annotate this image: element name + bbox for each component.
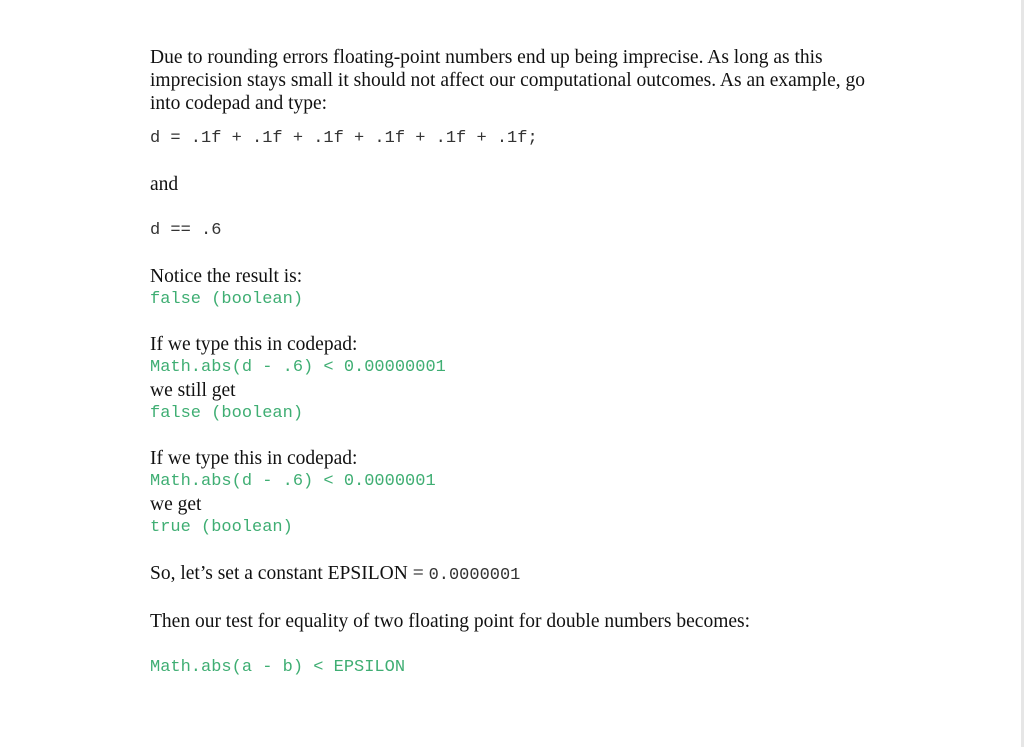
- then-text: Then our test for equality of two floating point for double numbers becomes:: [150, 611, 751, 632]
- if-type-text-1: If we type this in codepad:: [150, 334, 358, 355]
- code-epsilon-test: Math.abs(a - b) < EPSILON: [150, 658, 406, 677]
- still-get-text: we still get: [150, 380, 236, 401]
- and-text: and: [150, 174, 179, 195]
- document-body: [150, 46, 890, 679]
- epsilon-value: 0.0000001: [428, 566, 521, 585]
- epsilon-text: So, let’s set a constant EPSILON =: [150, 563, 429, 584]
- if-type-text-2: If we type this in codepad:: [150, 448, 358, 469]
- we-get-text: we get: [150, 494, 202, 515]
- code-abs-check-1: Math.abs(d - .6) < 0.00000001: [150, 358, 446, 377]
- epsilon-paragraph: [150, 562, 890, 587]
- result-true: true (boolean): [150, 518, 293, 537]
- code-equality-check: d == .6: [150, 221, 222, 240]
- result-false-1: false (boolean): [150, 290, 304, 309]
- code-abs-check-2: Math.abs(d - .6) < 0.0000001: [150, 472, 436, 491]
- intro-paragraph: Due to rounding errors floating-point numbers end up being imprecise. As long as this imprecision stays small it should not affect our computational outcomes. As an example, go into codepad and type:: [150, 47, 866, 114]
- result-false-2: false (boolean): [150, 404, 304, 423]
- code-sum-statement: d = .1f + .1f + .1f + .1f + .1f + .1f;: [150, 129, 538, 148]
- notice-text: Notice the result is:: [150, 266, 303, 287]
